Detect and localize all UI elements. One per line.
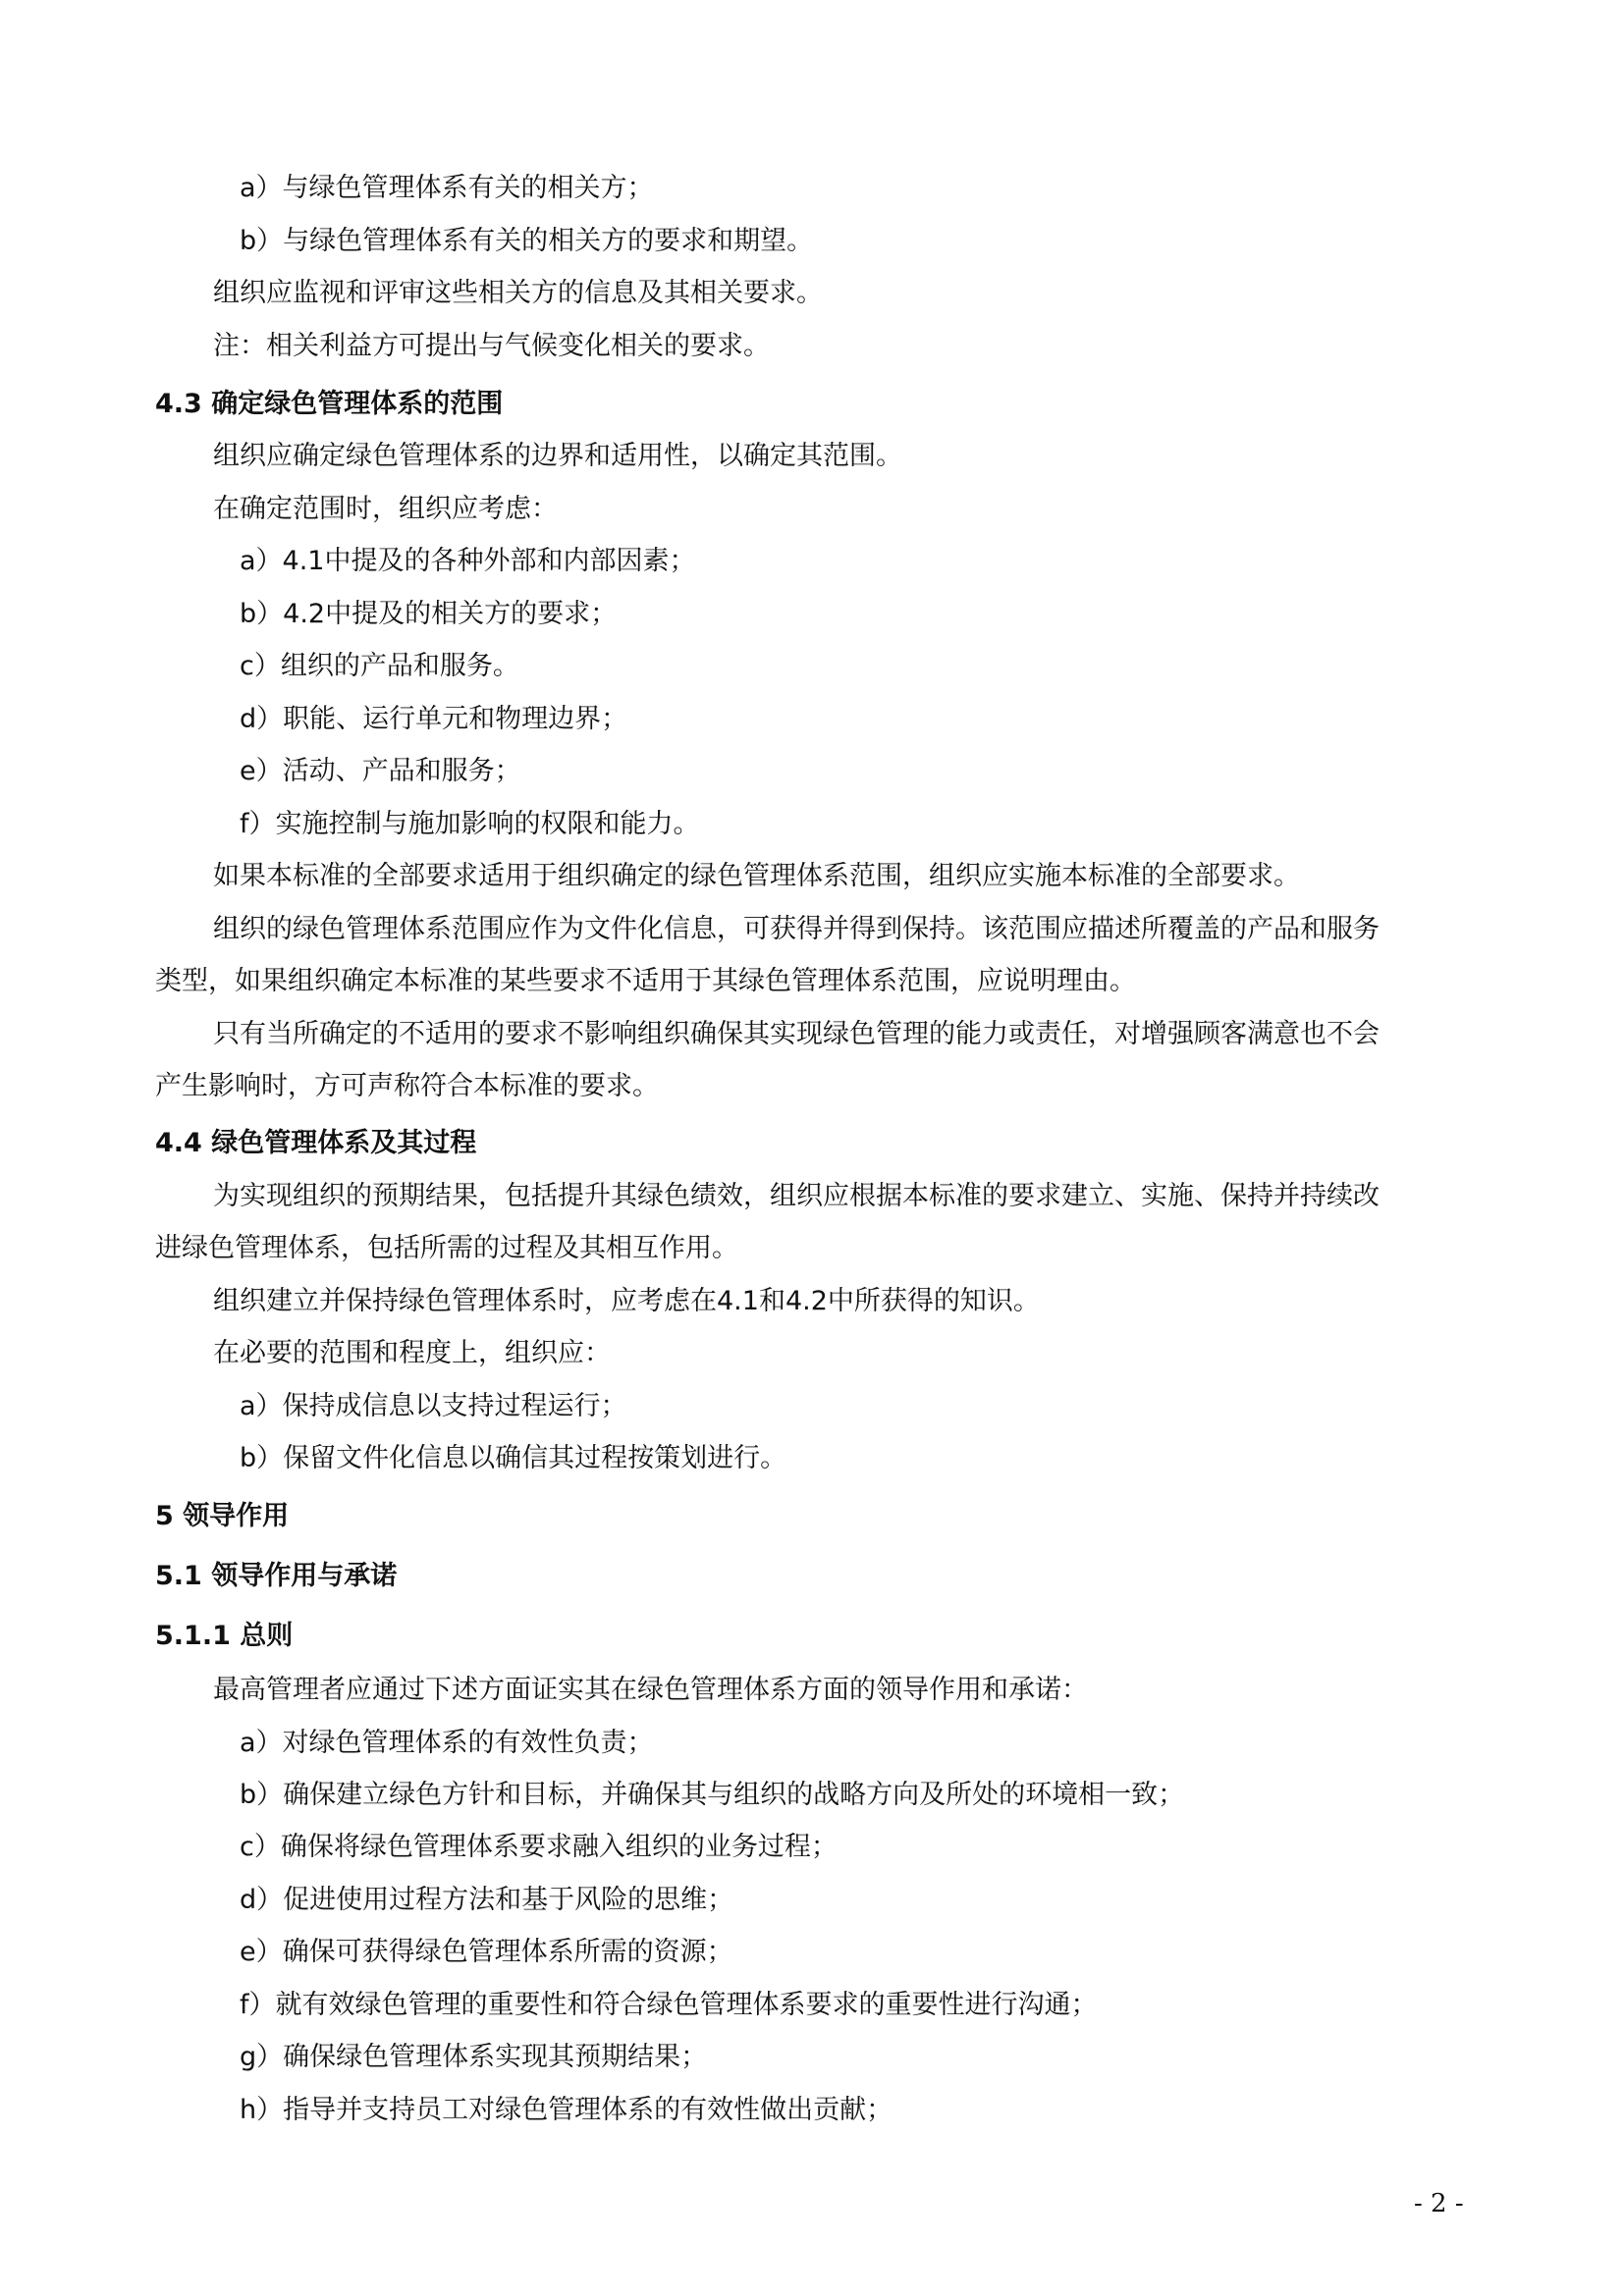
list-item: g）确保绿色管理体系实现其预期结果； xyxy=(240,2042,708,2072)
paragraph-line: 在确定范围时，组织应考虑： xyxy=(213,494,558,524)
subsection-heading: 5.1.1 总则 xyxy=(155,1621,294,1651)
page-number: - 2 - xyxy=(1414,2189,1464,2218)
list-item: c）组织的产品和服务。 xyxy=(240,651,519,681)
paragraph-line: 只有当所确定的不适用的要求不影响组织确保其实现绿色管理的能力或责任，对增强顾客满意也不会 xyxy=(213,1019,1380,1049)
paragraph-line: 类型，如果组织确定本标准的某些要求不适用于其绿色管理体系范围，应说明理由。 xyxy=(155,966,1136,996)
section-heading: 4.4 绿色管理体系及其过程 xyxy=(155,1128,477,1158)
list-item: b）确保建立绿色方针和目标，并确保其与组织的战略方向及所处的环境相一致； xyxy=(240,1780,1185,1810)
paragraph-line: 组织应监视和评审这些相关方的信息及其相关要求。 xyxy=(213,278,823,308)
paragraph-line: 组织建立并保持绿色管理体系时，应考虑在4.1和4.2中所获得的知识。 xyxy=(213,1286,1040,1316)
paragraph-line: 组织应确定绿色管理体系的边界和适用性，以确定其范围。 xyxy=(213,441,902,471)
paragraph-line: 在必要的范围和程度上，组织应： xyxy=(213,1338,611,1368)
list-item: f）就有效绿色管理的重要性和符合绿色管理体系要求的重要性进行沟通； xyxy=(240,1990,1098,2020)
list-item: a）保持成信息以支持过程运行； xyxy=(240,1391,627,1421)
list-item: a）对绿色管理体系的有效性负责； xyxy=(240,1728,654,1758)
list-item: c）确保将绿色管理体系要求融入组织的业务过程； xyxy=(240,1832,838,1862)
paragraph-line: 进绿色管理体系，包括所需的过程及其相互作用。 xyxy=(155,1233,738,1263)
section-heading: 5.1 领导作用与承诺 xyxy=(155,1561,398,1591)
paragraph-line: 组织的绿色管理体系范围应作为文件化信息，可获得并得到保持。该范围应描述所覆盖的产品和服务 xyxy=(213,914,1380,944)
list-item: h）指导并支持员工对绿色管理体系的有效性做出贡献； xyxy=(240,2095,893,2125)
section-heading: 4.3 确定绿色管理体系的范围 xyxy=(155,389,504,419)
list-item: d）职能、运行单元和物理边界； xyxy=(240,704,628,734)
list-item: f）实施控制与施加影响的权限和能力。 xyxy=(240,809,700,839)
list-item: b）4.2中提及的相关方的要求； xyxy=(240,599,618,629)
list-item: a）与绿色管理体系有关的相关方； xyxy=(240,173,654,203)
list-item: e）活动、产品和服务； xyxy=(240,756,521,786)
paragraph-line: 如果本标准的全部要求适用于组织确定的绿色管理体系范围，组织应实施本标准的全部要求。 xyxy=(213,861,1300,891)
paragraph-line: 最高管理者应通过下述方面证实其在绿色管理体系方面的领导作用和承诺： xyxy=(213,1675,1088,1705)
paragraph-line: 为实现组织的预期结果，包括提升其绿色绩效，组织应根据本标准的要求建立、实施、保持并持续改 xyxy=(213,1181,1380,1211)
list-item: b）保留文件化信息以确信其过程按策划进行。 xyxy=(240,1443,787,1473)
paragraph-line: 产生影响时，方可声称符合本标准的要求。 xyxy=(155,1071,659,1101)
list-item: e）确保可获得绿色管理体系所需的资源； xyxy=(240,1937,733,1967)
list-item: b）与绿色管理体系有关的相关方的要求和期望。 xyxy=(240,226,814,256)
note-line: 注：相关利益方可提出与气候变化相关的要求。 xyxy=(213,331,770,361)
list-item: d）促进使用过程方法和基于风险的思维； xyxy=(240,1885,734,1915)
chapter-heading: 5 领导作用 xyxy=(155,1501,290,1531)
list-item: a）4.1中提及的各种外部和内部因素； xyxy=(240,546,696,576)
